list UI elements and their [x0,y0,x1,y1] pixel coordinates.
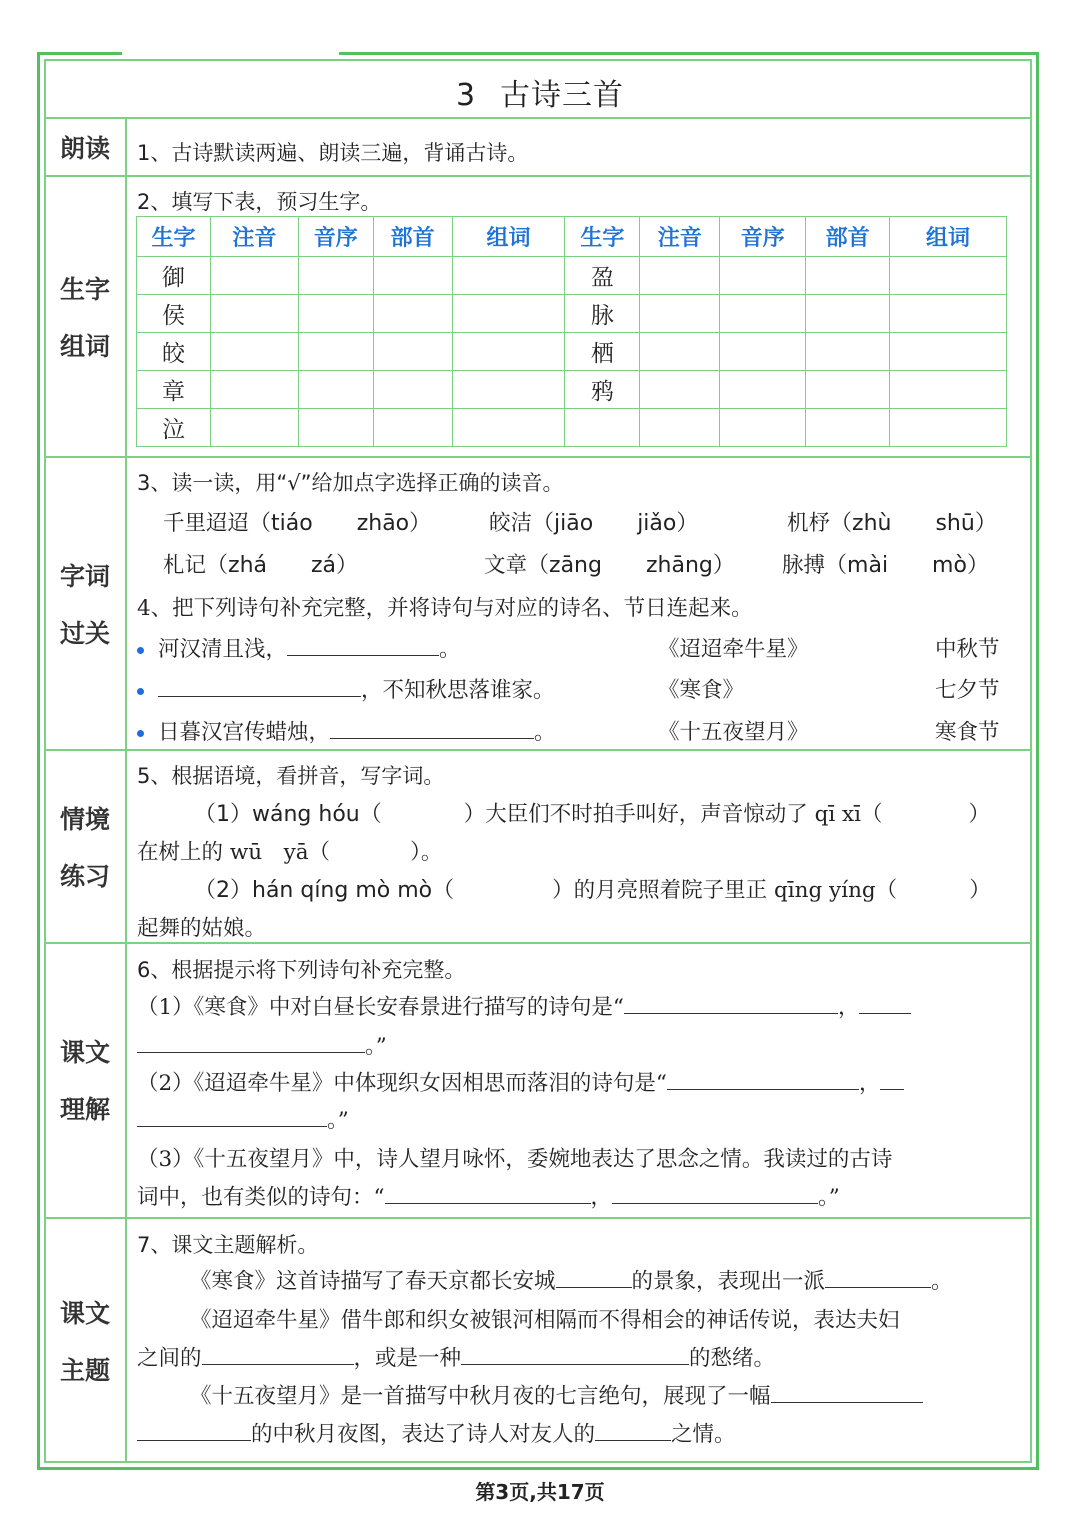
blank-cell[interactable] [373,257,452,295]
row-divider [45,456,1031,458]
bullet-icon [137,688,144,695]
blank-cell[interactable] [210,295,298,333]
q6-prompt: （1）《寒食》中对白昼长安春景进行描写的诗句是“ [137,995,624,1020]
theme-line: 《迢迢牵牛星》借牛郎和织女被银河相隔而不得相会的神话传说，表达夫妇 [190,1308,900,1333]
context-line [194,873,991,904]
question-4: 4、把下列诗句补充完整，并将诗句与对应的诗名、节日连起来。 [137,596,753,621]
blank-cell[interactable] [452,333,565,371]
festival[interactable]: 中秋节 [935,637,1000,662]
blank-cell[interactable] [720,371,806,409]
answer-blank[interactable] [825,1265,931,1288]
choice-options[interactable]: zhá zá [228,553,337,578]
blank-cell[interactable] [720,333,806,371]
poem-line-text: ，不知秋思落谁家。 [361,678,555,703]
theme-text: 《十五夜望月》是一首描写中秋月夜的七言绝句，展现了一幅 [190,1384,771,1409]
label-zici: 字词 [59,562,110,591]
char-cell: 泣 [137,409,211,447]
page-number: 第3页,共17页 [475,1480,605,1504]
q6-sentence-2-cont [137,1103,349,1134]
punct: 。” [327,1108,349,1133]
label-lijie: 理解 [59,1095,110,1124]
theme-text: 《寒食》这首诗描写了春天京都长安城 [190,1269,556,1294]
choice-word: 千里迢迢 [163,511,250,536]
choice-options[interactable]: zhù shū [852,511,975,536]
punct: ， [590,1185,613,1210]
blank-cell[interactable] [890,295,1007,333]
blank-cell[interactable] [640,409,720,447]
punct: 。” [818,1185,840,1210]
char-cell: 鸦 [565,371,640,409]
blank-cell[interactable] [806,333,890,371]
answer-blank[interactable] [137,1418,251,1441]
poem-line-end: 。 [439,637,461,662]
answer-blank[interactable] [771,1380,923,1403]
punct: 。” [365,1034,387,1059]
answer-blank[interactable] [158,674,361,697]
poem-line-text: 河汉清且浅， [158,637,288,662]
theme-line [190,1264,953,1295]
choice-options[interactable]: tiáo zhāo [271,511,410,536]
header-cell: 部首 [806,217,890,257]
blank-cell[interactable] [640,295,720,333]
answer-blank[interactable] [612,1181,818,1204]
question-2: 2、填写下表，预习生字。 [137,190,382,214]
choice-word: 札记 [163,553,207,578]
header-cell: 组词 [452,217,565,257]
header-cell: 音序 [298,217,373,257]
header-cell: 生字 [137,217,211,257]
lesson-number: 3 [455,78,477,113]
char-cell: 侯 [137,295,211,333]
poem-title[interactable]: 《迢迢牵牛星》 [658,637,809,662]
table-row [137,333,1007,371]
context-text: ） [969,878,991,903]
blank-cell[interactable] [890,371,1007,409]
blank-cell[interactable] [720,409,806,447]
header-cell: 组词 [890,217,1007,257]
char-cell: 脉 [565,295,640,333]
q6-prompt: 词中，也有类似的诗句：“ [137,1185,385,1210]
q6-sentence-3-cont [137,1180,840,1211]
theme-text: 的中秋月夜图，表达了诗人对友人的 [251,1422,596,1447]
header-cell: 音序 [720,217,806,257]
context-text: ） [968,802,991,827]
answer-blank[interactable] [556,1265,632,1288]
pinyin-choice: 皎洁（jiāo jiǎo） [489,511,699,536]
blank-cell[interactable] [890,257,1007,295]
poem-line-3 [137,715,556,746]
header-cell: 生字 [565,217,640,257]
answer-blank[interactable] [137,1030,365,1053]
lesson-title: 古诗三首 [500,78,625,113]
frame-gap [122,49,339,59]
context-text: ）的月亮照着院子里正 qīng yíng（ [552,878,898,903]
char-cell: 皎 [137,333,211,371]
pinyin-choice: 机杼（zhù shū） [787,511,997,536]
label-lianxi: 练习 [59,862,110,891]
theme-line [137,1341,775,1372]
q6-sentence-3: （3）《十五夜望月》中，诗人望月咏怀，委婉地表达了思念之情。我读过的古诗 [137,1147,893,1172]
theme-text: 之间的 [137,1346,202,1371]
row-divider [45,942,1031,944]
column-divider [125,119,127,1462]
blank-cell[interactable] [452,257,565,295]
answer-blank[interactable] [667,1067,859,1090]
char-cell: 章 [137,371,211,409]
table-header-row [137,217,1007,257]
header-cell: 注音 [640,217,720,257]
table-row [137,295,1007,333]
blank-cell[interactable] [806,371,890,409]
table-row [137,371,1007,409]
header-cell: 注音 [210,217,298,257]
punct: ， [858,1071,881,1096]
blank-cell[interactable] [298,257,373,295]
blank-cell[interactable] [806,409,890,447]
blank-cell[interactable] [720,295,806,333]
label-kewen-2: 课文 [59,1299,110,1328]
answer-blank[interactable] [624,991,838,1014]
question-6: 6、根据提示将下列诗句补充完整。 [137,958,466,982]
q6-sentence-2 [137,1066,904,1097]
theme-text: ，或是一种 [353,1346,462,1371]
pinyin-choice: 脉搏（mài mò） [782,553,989,578]
context-line [137,835,442,866]
row-divider [45,749,1031,751]
context-line [194,797,990,828]
answer-blank[interactable] [287,633,439,656]
poem-line-text: 日暮汉宫传蜡烛， [158,720,331,745]
bullet-icon [137,730,144,737]
theme-text: 。 [931,1269,953,1294]
blank-cell[interactable] [298,333,373,371]
theme-line [137,1417,736,1448]
label-zhuti: 主题 [59,1356,110,1385]
pinyin-prompt: （1）wáng hóu（ [194,802,382,827]
blank-cell[interactable] [210,409,298,447]
choice-options[interactable]: zāng zhāng [549,553,713,578]
answer-blank[interactable] [859,991,911,1014]
question-1: 1、古诗默读两遍、朗读三遍，背诵古诗。 [137,141,529,165]
context-text: ）大臣们不时拍手叫好，声音惊动了 qī xī（ [463,802,883,827]
blank-cell[interactable] [806,295,890,333]
poem-line-1 [137,632,461,663]
label-zuci: 组词 [59,332,110,361]
label-guoguan: 过关 [59,619,110,648]
label-qingjing: 情境 [59,805,110,834]
blank-cell[interactable] [298,409,373,447]
festival[interactable]: 寒食节 [935,720,1000,745]
blank-cell[interactable] [298,295,373,333]
blank-cell[interactable] [452,371,565,409]
label-langdu: 朗读 [59,134,110,163]
answer-blank[interactable] [461,1342,689,1365]
character-table [136,216,1007,447]
answer-blank[interactable] [880,1067,904,1090]
char-cell: 御 [137,257,211,295]
pinyin-choice: 千里迢迢（tiáo zhāo） [163,511,432,536]
blank-cell[interactable] [890,409,1007,447]
table-row [137,257,1007,295]
theme-text: 的景象，表现出一派 [631,1269,826,1294]
context-text: ）。 [410,840,443,865]
blank-cell[interactable] [373,295,452,333]
blank-cell[interactable] [720,257,806,295]
page-title [0,70,1080,114]
answer-blank[interactable] [202,1342,354,1365]
poem-line-end: 。 [534,720,556,745]
poem-title[interactable]: 《寒食》 [658,678,745,703]
answer-blank[interactable] [137,1104,327,1127]
context-line: 起舞的姑娘。 [137,916,267,941]
context-text: 在树上的 wū yā（ [137,840,331,865]
question-5: 5、根据语境，看拼音，写字词。 [137,764,445,788]
poem-line-2 [137,673,555,704]
question-7: 7、课文主题解析。 [137,1233,319,1257]
char-cell: 栖 [565,333,640,371]
poem-title[interactable]: 《十五夜望月》 [658,720,809,745]
label-shengzi: 生字 [59,275,110,304]
blank-cell[interactable] [640,333,720,371]
blank-cell[interactable] [640,257,720,295]
row-divider [45,175,1031,177]
char-cell: 盈 [565,257,640,295]
blank-cell[interactable] [298,371,373,409]
answer-blank[interactable] [330,716,534,739]
question-3: 3、读一读，用“√”给加点字选择正确的读音。 [137,471,564,495]
row-divider [45,117,1031,119]
choice-word: 皎洁 [489,511,533,536]
blank-cell[interactable] [452,295,565,333]
table-row [137,409,1007,447]
blank-cell[interactable] [890,333,1007,371]
choice-options[interactable]: mài mò [847,553,967,578]
blank-cell[interactable] [640,371,720,409]
punct: ， [837,995,860,1020]
blank-cell[interactable] [806,257,890,295]
row-divider [45,1217,1031,1219]
festival[interactable]: 七夕节 [935,678,1000,703]
blank-cell[interactable] [452,409,565,447]
blank-cell[interactable] [373,371,452,409]
pinyin-choice: 文章（zāng zhāng） [484,553,735,578]
char-cell [565,409,640,447]
label-kewen: 课文 [59,1038,110,1067]
q6-sentence-1-cont [137,1029,387,1060]
pinyin-prompt: （2）hán qíng mò mò（ [194,878,455,903]
blank-cell[interactable] [373,409,452,447]
q6-sentence-1 [137,990,911,1021]
pinyin-choice: 札记（zhá zá） [163,553,359,578]
blank-cell[interactable] [210,333,298,371]
answer-blank[interactable] [595,1418,671,1441]
header-cell: 部首 [373,217,452,257]
answer-blank[interactable] [385,1181,591,1204]
choice-word: 文章 [484,553,528,578]
blank-cell[interactable] [373,333,452,371]
blank-cell[interactable] [210,371,298,409]
theme-line [190,1379,923,1410]
choice-word: 脉搏 [782,553,826,578]
blank-cell[interactable] [210,257,298,295]
choice-word: 机杼 [787,511,831,536]
theme-text: 之情。 [671,1422,736,1447]
theme-text: 的愁绪。 [689,1346,776,1371]
q6-prompt: （2）《迢迢牵牛星》中体现织女因相思而落泪的诗句是“ [137,1071,667,1096]
choice-options[interactable]: jiāo jiǎo [554,511,677,536]
bullet-icon [137,647,144,654]
